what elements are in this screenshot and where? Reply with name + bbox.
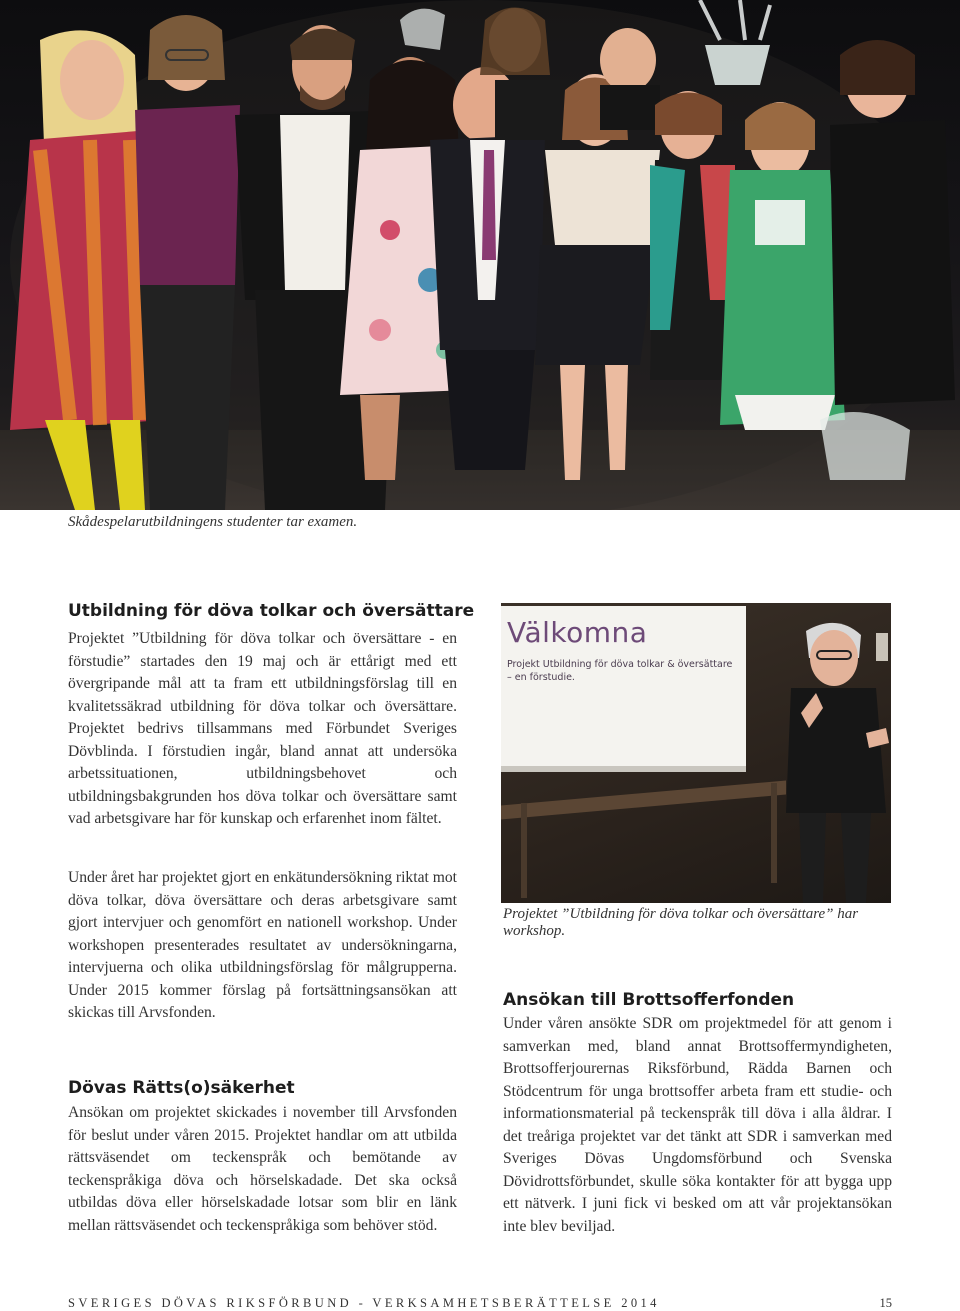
group-photo xyxy=(0,0,960,510)
heading-legal-security: Dövas Rätts(o)säkerhet xyxy=(68,1078,295,1098)
footer-title: SVERIGES DÖVAS RIKSFÖRBUND - VERKSAMHETSBERÄTTELSE 2014 xyxy=(68,1296,660,1310)
presenter-figure xyxy=(501,603,891,903)
workshop-photo-caption: Projektet ”Utbildning för döva tolkar och översättare” har workshop. xyxy=(503,906,859,939)
paragraph-interpreters-2: Under året har projektet gjort en enkätundersökning riktat mot döva tolkar, döva översättare och deras arbetsgivare samt gjort intervjuer och genomfört en nationell workshop. Under workshopen presenterades resultatet av undersökningarna, intervjuerna och olika utbildningsförslag för målgrupperna. Under 2015 kommer förslag på fortsättningsansökan att skickas till Arvsfonden. xyxy=(68,869,457,1021)
group-photo-figures xyxy=(0,0,960,510)
screen-subtitle: Projekt Utbildning för döva tolkar & översättare – en förstudie. xyxy=(507,659,733,683)
page-number: 15 xyxy=(879,1296,892,1310)
workshop-photo xyxy=(501,603,891,903)
paragraph-interpreters-1: Projektet ”Utbildning för döva tolkar och översättare - en förstudie” startades den 19 maj och är ettårigt med ett övergripande mål att ta fram ett utbildningsförslag till en kvalitetssäkrad utbildning för döva tolkar och översättare. Projektet bedrivs tillsammans med Förbundet Sveriges Dövblinda. I förstudien ingår, bland annat att undersöka arbetssituationen, utbildningsbehovet och utbildningsbakgrunden hos döva tolkar och översättare samt vad arbetsgivare har för kunskap och erfarenhet inom fältet. xyxy=(68,630,457,827)
paragraph-legal-security: Ansökan om projektet skickades i november till Arvsfonden för beslut under våren 2015. Projektet handlar om att utbilda rättsväsendet om teckenspråk och bemötande av teckenspråkiga döva och hörselskadade. Det ska också utbildas döva eller hörselskadade lotsar som blir en länk mellan rättsväsendet och teckenspråkiga som behöver stöd. xyxy=(68,1104,457,1234)
heading-interpreters: Utbildning för döva tolkar och översättare xyxy=(68,601,475,621)
top-photo-caption: Skådespelarutbildningens studenter tar examen. xyxy=(68,514,358,530)
heading-crime-victim-fund: Ansökan till Brottsofferfonden xyxy=(503,990,795,1010)
screen-title: Välkomna xyxy=(507,616,648,649)
paragraph-crime-victim-fund: Under våren ansökte SDR om projektmedel för att genom i samverkan med, bland annat Brottsoffermyndigheten, Brottsofferjourernas Riksförbund, Rädda Barnen och Stödcentrum för unga brottsoffer arbeta fram ett studie- och informationsmaterial på teckenspråk till döva i alla åldrar. I det treåriga projektet var det tänkt att SDR i samverkan med Sveriges Dövas Ungdomsförbund och Svenska Dövidrottsförbundet, skulle söka kontakter för att bygga upp ett nätverk. I juni fick vi besked om att vår projektansökan inte blev beviljad. xyxy=(503,1015,892,1235)
